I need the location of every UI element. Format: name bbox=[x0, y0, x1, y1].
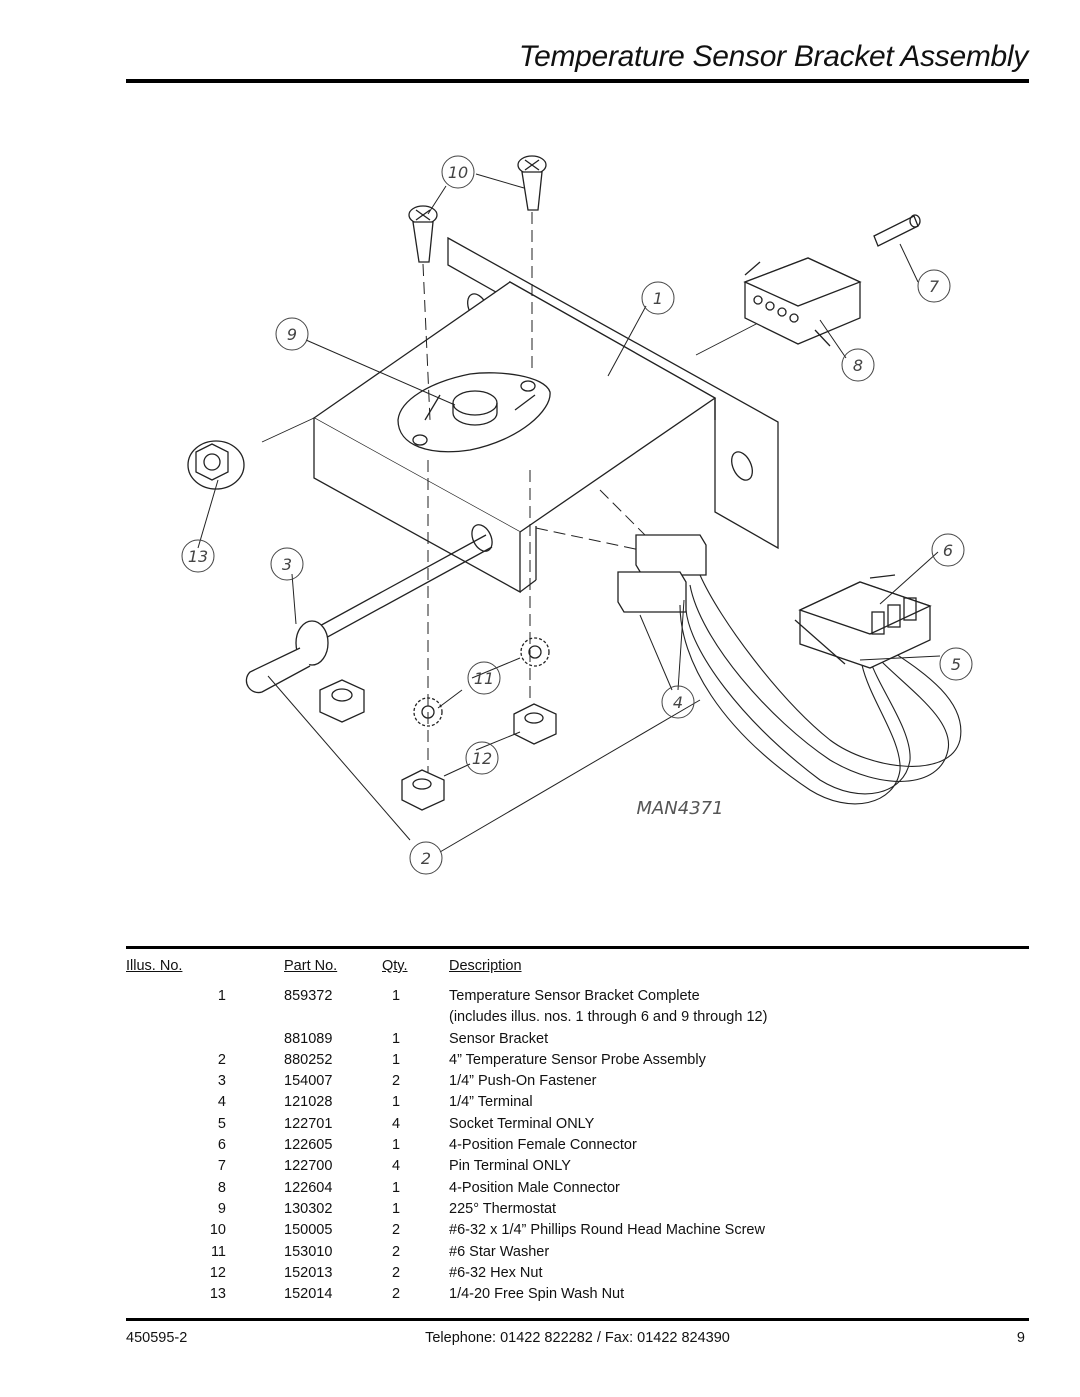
callout-9: 9 bbox=[286, 325, 298, 344]
title-rule bbox=[126, 79, 1029, 83]
col-description: Description bbox=[449, 958, 522, 974]
male-connector-8 bbox=[745, 258, 860, 346]
table-row bbox=[126, 1285, 1029, 1306]
cell-part-no bbox=[284, 1008, 382, 1029]
page-number: 9 bbox=[1016, 1330, 1025, 1346]
cell-illus-no: 6 bbox=[217, 1137, 226, 1154]
callout-7: 7 bbox=[928, 277, 940, 296]
cell-qty: 2 bbox=[392, 1222, 401, 1239]
table-row bbox=[126, 1157, 1029, 1178]
cell-description: 1/4” Push-On Fastener bbox=[449, 1073, 597, 1090]
cell-description: Sensor Bracket bbox=[449, 1030, 549, 1047]
callout-5: 5 bbox=[950, 655, 962, 674]
callout-6: 6 bbox=[942, 541, 954, 560]
cell-qty: 2 bbox=[392, 1243, 401, 1260]
table-row bbox=[126, 1136, 1029, 1157]
cell-description: (includes illus. nos. 1 through 6 and 9 through 12) bbox=[449, 1009, 768, 1026]
cell-illus-no: 5 bbox=[217, 1115, 226, 1132]
callout-8: 8 bbox=[852, 356, 864, 375]
cell-illus-no: 2 bbox=[217, 1051, 226, 1068]
page-title: Temperature Sensor Bracket Assembly bbox=[518, 40, 1028, 73]
callout-2: 2 bbox=[420, 849, 432, 868]
table-row bbox=[126, 1200, 1029, 1221]
table-row bbox=[126, 1051, 1029, 1072]
table-row bbox=[126, 987, 1029, 1008]
cell-part-no: 859372 bbox=[284, 988, 333, 1004]
cell-description: #6-32 x 1/4” Phillips Round Head Machine Screw bbox=[449, 1222, 765, 1239]
cell-part-no: 122604 bbox=[284, 1179, 333, 1196]
cell-part-no: 880252 bbox=[284, 1051, 333, 1068]
cell-part-no: 153010 bbox=[284, 1243, 333, 1260]
cell-part-no: 881089 bbox=[284, 1030, 333, 1047]
cell-qty: 1 bbox=[392, 1030, 401, 1047]
callouts bbox=[182, 156, 972, 874]
cell-part-no: 122700 bbox=[284, 1158, 333, 1175]
cell-description: 225° Thermostat bbox=[449, 1200, 557, 1217]
cell-qty: 4 bbox=[392, 1158, 401, 1175]
table-header-row bbox=[126, 957, 1029, 987]
cell-illus-no: 7 bbox=[217, 1158, 226, 1175]
cell-description: #6-32 Hex Nut bbox=[449, 1264, 543, 1281]
cell-part-no: 122605 bbox=[284, 1137, 333, 1154]
col-illus-no: Illus. No. bbox=[126, 958, 183, 974]
cell-qty: 4 bbox=[392, 1115, 401, 1132]
callout-11: 11 bbox=[473, 669, 495, 688]
cell-illus-no: 11 bbox=[210, 1243, 226, 1260]
cell-description: #6 Star Washer bbox=[449, 1243, 550, 1260]
cell-description: 4” Temperature Sensor Probe Assembly bbox=[449, 1051, 706, 1068]
female-connector-6 bbox=[795, 575, 930, 668]
callout-13: 13 bbox=[187, 547, 209, 566]
cell-qty: 2 bbox=[392, 1073, 401, 1090]
drawing-code: MAN4371 bbox=[636, 798, 724, 819]
cell-description: 1/4-20 Free Spin Wash Nut bbox=[449, 1286, 625, 1303]
col-qty: Qty. bbox=[382, 958, 408, 974]
cell-qty: 1 bbox=[392, 1200, 401, 1217]
table-row bbox=[126, 1093, 1029, 1114]
contact-info: Telephone: 01422 822282 / Fax: 01422 824390 bbox=[425, 1330, 730, 1346]
callout-3: 3 bbox=[281, 555, 293, 574]
cell-description: Pin Terminal ONLY bbox=[449, 1158, 571, 1175]
cell-description: 1/4” Terminal bbox=[449, 1094, 533, 1111]
cell-part-no: 150005 bbox=[284, 1222, 333, 1239]
cell-part-no: 121028 bbox=[284, 1094, 333, 1111]
table-row bbox=[126, 1179, 1029, 1200]
cell-illus-no bbox=[126, 1030, 284, 1051]
hex-nut-probe bbox=[320, 680, 364, 722]
table-row bbox=[126, 1030, 1029, 1051]
terminal-4 bbox=[618, 535, 706, 612]
cell-qty: 1 bbox=[392, 1094, 401, 1111]
cell-part-no: 122701 bbox=[284, 1115, 333, 1132]
cell-qty bbox=[382, 1008, 449, 1029]
cell-qty: 2 bbox=[392, 1264, 401, 1281]
wash-nut-13 bbox=[188, 441, 244, 489]
screw-10b bbox=[409, 206, 437, 262]
doc-number: 450595-2 bbox=[126, 1330, 188, 1346]
cell-description: Temperature Sensor Bracket Complete bbox=[449, 988, 700, 1004]
callout-4: 4 bbox=[672, 693, 684, 712]
table-row bbox=[126, 1221, 1029, 1242]
cell-qty: 1 bbox=[392, 1179, 401, 1196]
table-row bbox=[126, 1072, 1029, 1093]
screw-10a bbox=[518, 156, 546, 210]
cell-illus-no: 13 bbox=[209, 1286, 226, 1303]
cell-qty: 1 bbox=[392, 988, 401, 1004]
parts-table bbox=[126, 957, 1029, 1306]
table-row bbox=[126, 1243, 1029, 1264]
cell-part-no: 152013 bbox=[284, 1264, 333, 1281]
cell-illus-no: 4 bbox=[217, 1094, 226, 1111]
cell-description: Socket Terminal ONLY bbox=[449, 1115, 595, 1132]
cell-illus-no bbox=[126, 1008, 284, 1029]
cell-illus-no: 1 bbox=[217, 988, 226, 1004]
footer-rule bbox=[126, 1318, 1029, 1321]
exploded-diagram bbox=[126, 90, 1029, 940]
cell-part-no: 130302 bbox=[284, 1200, 333, 1217]
callout-12: 12 bbox=[471, 749, 493, 768]
cell-description: 4-Position Female Connector bbox=[449, 1137, 637, 1154]
table-row bbox=[126, 1264, 1029, 1285]
cell-illus-no: 12 bbox=[209, 1264, 226, 1281]
cell-illus-no: 10 bbox=[209, 1222, 226, 1239]
cell-qty: 2 bbox=[392, 1286, 401, 1303]
cell-illus-no: 8 bbox=[217, 1179, 226, 1196]
col-part-no: Part No. bbox=[284, 958, 338, 974]
callout-10: 10 bbox=[447, 163, 469, 182]
table-row bbox=[126, 1115, 1029, 1136]
table-rule bbox=[126, 946, 1029, 949]
pin-7 bbox=[874, 215, 920, 246]
cell-part-no: 154007 bbox=[284, 1073, 333, 1090]
cell-illus-no: 9 bbox=[217, 1200, 226, 1217]
cell-qty: 1 bbox=[392, 1137, 401, 1154]
table-row bbox=[126, 1008, 1029, 1029]
cell-qty: 1 bbox=[392, 1051, 401, 1068]
cell-description: 4-Position Male Connector bbox=[449, 1179, 620, 1196]
callout-1: 1 bbox=[652, 289, 664, 308]
cell-illus-no: 3 bbox=[217, 1073, 226, 1090]
page-footer bbox=[126, 1330, 1029, 1346]
cell-part-no: 152014 bbox=[284, 1286, 333, 1303]
